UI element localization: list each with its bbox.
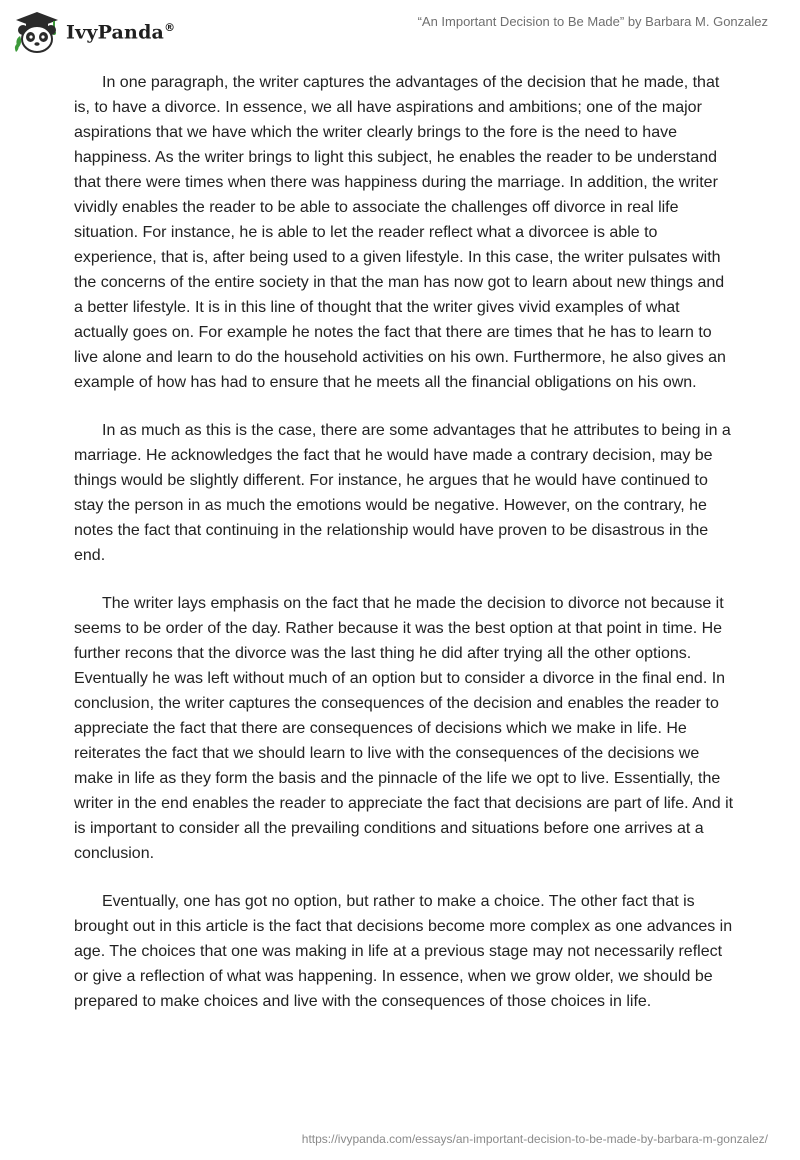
- essay-body: [74, 70, 734, 1037]
- document-title: “An Important Decision to Be Made” by Barbara M. Gonzalez: [417, 14, 768, 29]
- page-header: [0, 0, 800, 60]
- panda-graduate-icon: [14, 10, 60, 54]
- paragraph: In as much as this is the case, there are some advantages that he attributes to being in a marriage. He acknowledges the fact that he would have made a contrary decision, may be things would be slightly different. For instance, he argues that he would have continued to stay the person in as much the emotions would be negative. However, on the contrary, he notes the fact that continuing in the relationship would have proven to be disastrous in the end.: [74, 422, 731, 564]
- paragraph: In one paragraph, the writer captures the advantages of the decision that he made, that is, to have a divorce. In essence, we all have aspirations and ambitions; one of the major aspirations that we have which the writer clearly brings to the fore is the need to have happiness. As the writer brings to light this subject, he enables the reader to be understand that there were times when there was happiness during the marriage. In addition, the writer vividly enables the reader to be able to associate the challenges off divorce in real life situation. For instance, he is able to let the reader reflect what a divorcee is able to experience, that is, after being used to a given lifestyle. In this case, the writer pulsates with the concerns of the entire society in that the man has now got to learn about new things and a better lifestyle. It is in this line of thought that the writer gives vivid examples of what actually goes on. For example he notes the fact that there are times that he has to learn to live alone and learn to do the household activities on his own. Furthermore, he also gives an example of how has had to ensure that he meets all the financial obligations on his own.: [74, 74, 726, 391]
- paragraph: The writer lays emphasis on the fact that he made the decision to divorce not because it seems to be order of the day. Rather because it was the best option at that point in time. He further recons that the divorce was the last thing he did after trying all the other options. Eventually he was left without much of an option but to consider a divorce in the final end. In conclusion, the writer captures the consequences of the decision and enables the reader to appreciate the fact that there are consequences of decisions which we make in life. He reiterates the fact that we should learn to live with the consequences of the decisions we make in life as they form the basis and the pinnacle of the life we opt to live. Essentially, the writer in the end enables the reader to appreciate the fact that decisions are part of life. And it is important to consider all the prevailing conditions and situations before one arrives at a conclusion.: [74, 595, 734, 862]
- paragraph: Eventually, one has got no option, but rather to make a choice. The other fact that is brought out in this article is the fact that decisions become more complex as one advances in age. The choices that one was making in life at a previous stage may not necessarily reflect or give a reflection of what was happening. In essence, when we grow older, we should be prepared to make choices and live with the consequences of those choices in life.: [74, 893, 733, 1010]
- source-url-link[interactable]: https://ivypanda.com/essays/an-important-decision-to-be-made-by-barbara-m-gonzalez/: [301, 1132, 768, 1146]
- ivypanda-logo[interactable]: [14, 10, 175, 54]
- logo-wordmark: IvyPanda®: [66, 20, 176, 44]
- registered-mark: ®: [164, 20, 176, 34]
